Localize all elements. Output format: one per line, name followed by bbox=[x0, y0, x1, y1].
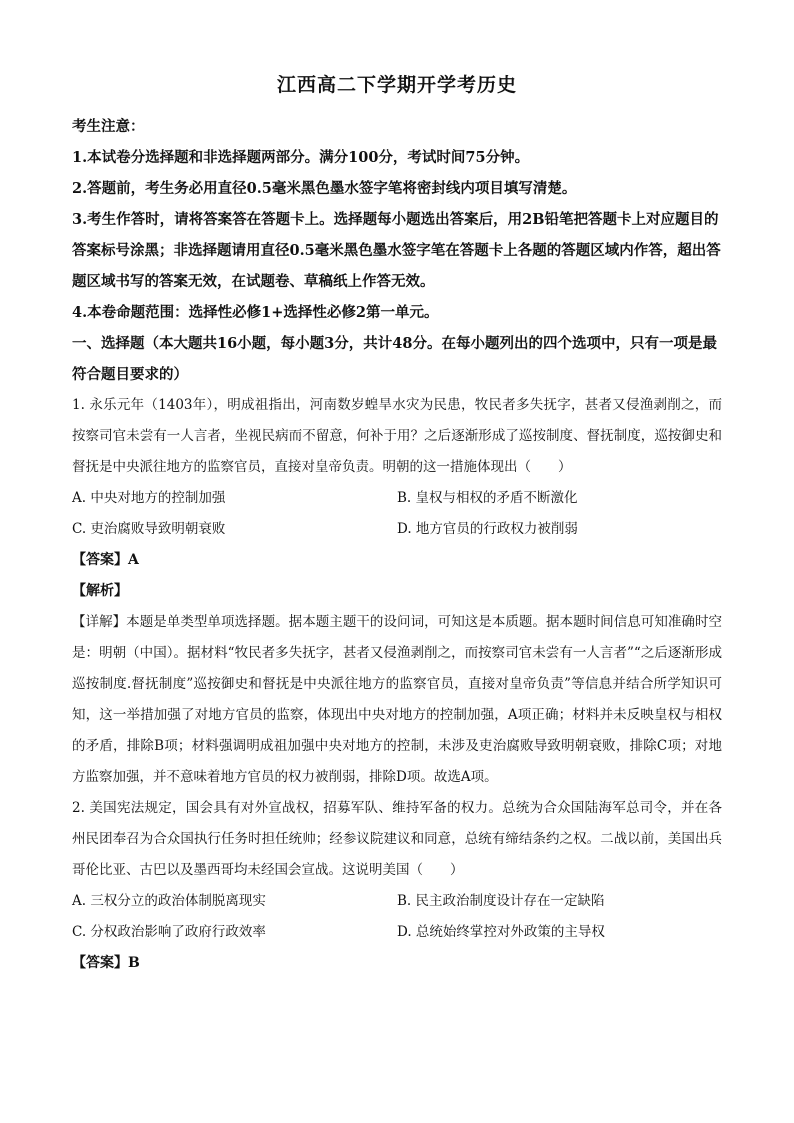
notice-item-1: 1.本试卷分选择题和非选择题两部分。满分100分，考试时间75分钟。 bbox=[72, 149, 530, 166]
notice-heading: 考生注意： bbox=[72, 118, 145, 135]
notice-item-2: 2.答题前，考生务必用直径0.5毫米黑色墨水签字笔将密封线内项目填写清楚。 bbox=[72, 180, 577, 197]
option-a: A. 三权分立的政治体制脱离现实 bbox=[72, 893, 266, 909]
question-1-analysis-label: 【解析】 bbox=[72, 583, 128, 599]
notice-item-3: 3.考生作答时，请将答案答在答题卡上。选择题每小题选出答案后，用2B铅笔把答题卡上对应题目的答案标号涂黑；非选择题请用直径0.5毫米黑色墨水签字笔在答题卡上各题的答题区域内作答，超出答题区域书写的答案无效，在试题卷、草稿纸上作答无效。 bbox=[72, 211, 721, 290]
option-b: B. 民主政治制度设计存在一定缺陷 bbox=[397, 893, 605, 909]
question-1-options bbox=[72, 483, 722, 545]
option-c: C. 吏治腐败导致明朝衰败 bbox=[72, 521, 226, 537]
question-2-answer: 【答案】B bbox=[72, 955, 140, 971]
exam-page bbox=[72, 62, 722, 979]
page-title: 江西高二下学期开学考历史 bbox=[276, 74, 517, 96]
question-2-stem: 2. 美国宪法规定，国会具有对外宣战权，招募军队、维持军备的权力。总统为合众国陆海军总司令，并在各州民团奉召为合众国执行任务时担任统帅；经参议院建议和同意，总统有缔结条约之权。二战以前，美国出兵哥伦比亚、古巴以及墨西哥均未经国会宣战。这说明美国（ ） bbox=[72, 800, 722, 878]
option-a: A. 中央对地方的控制加强 bbox=[72, 490, 226, 506]
option-d: D. 地方官员的行政权力被削弱 bbox=[397, 521, 578, 537]
section-heading: 一、选择题（本大题共16小题，每小题3分，共计48分。在每小题列出的四个选项中，只有一项是最符合题目要求的） bbox=[72, 335, 717, 383]
question-1-detail: 【详解】本题是单类型单项选择题。据本题主题干的设问词，可知这是本质题。据本题时间信息可知准确时空是：明朝（中国）。据材料“牧民者多失抚字，甚者又侵渔剥削之，而按察司官未尝有一人言者”“之后逐渐形成巡按制度.督抚制度”巡按御史和督抚是中央派往地方的监察官员，直接对皇帝负责”等信息并结合所学知识可知，这一举措加强了对地方官员的监察，体现出中央对地方的控制加强，A项正确；材料并未反映皇权与相权的矛盾，排除B项；材料强调明成祖加强中央对地方的控制，未涉及吏治腐败导致明朝衰败，排除C项；对地方监察加强，并不意味着地方官员的权力被削弱，排除D项。故选A项。 bbox=[72, 614, 722, 785]
question-2-options bbox=[72, 886, 722, 948]
option-c: C. 分权政治影响了政府行政效率 bbox=[72, 924, 266, 940]
question-1-stem: 1. 永乐元年（1403年），明成祖指出，河南数岁蝗旱水灾为民患，牧民者多失抚字，甚者又侵渔剥削之，而按察司官未尝有一人言者，坐视民病而不留意，何补于用？之后逐渐形成了巡按制度、督抚制度，巡按御史和督抚是中央派往地方的监察官员，直接对皇帝负责。明朝的这一措施体现出（ ） bbox=[72, 397, 722, 475]
option-d: D. 总统始终掌控对外政策的主导权 bbox=[397, 924, 605, 940]
option-b: B. 皇权与相权的矛盾不断激化 bbox=[397, 490, 578, 506]
question-1-answer: 【答案】A bbox=[72, 552, 139, 568]
notice-item-4: 4.本卷命题范围：选择性必修1+选择性必修2第一单元。 bbox=[72, 304, 439, 321]
